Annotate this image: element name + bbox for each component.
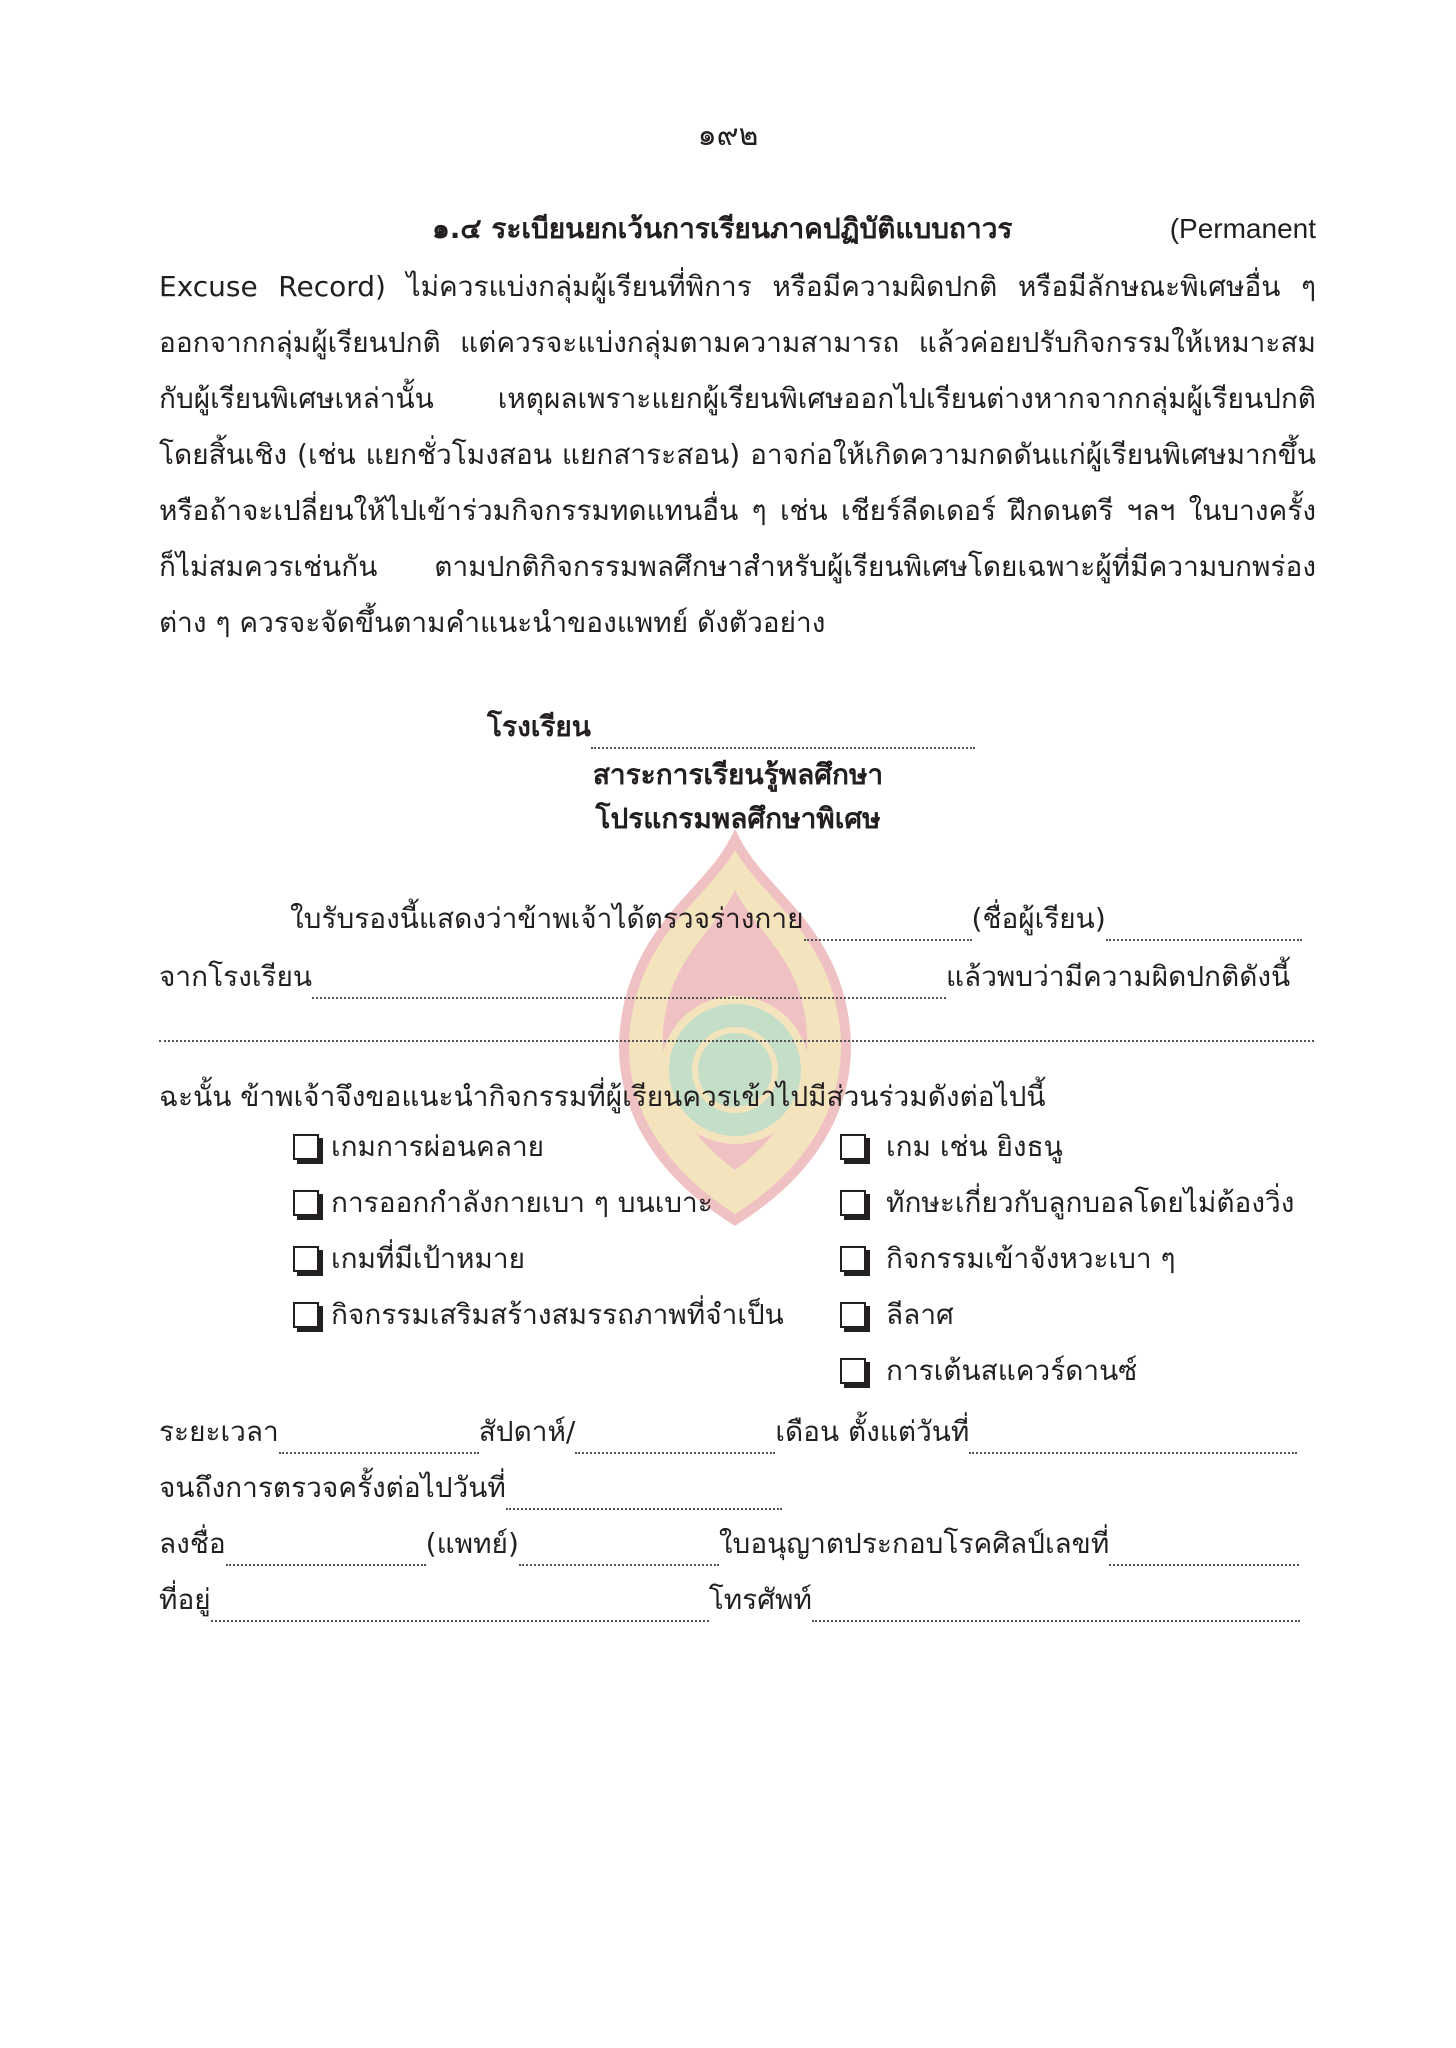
- next-exam-row: [159, 1466, 782, 1510]
- month-label: เดือน ตั้งแต่วันที่: [775, 1415, 970, 1448]
- form-title-2: โปรแกรมพลศึกษาพิเศษ: [595, 802, 881, 835]
- checkbox-icon[interactable]: [293, 1134, 319, 1160]
- phone-field[interactable]: [812, 1590, 1300, 1622]
- form-title-1: สาระการเรียนรู้พลศึกษา: [592, 758, 884, 791]
- next-exam-label: จนถึงการตรวจครั้งต่อไปวันที่: [159, 1471, 506, 1504]
- duration-row: [159, 1410, 1297, 1454]
- section-heading: [432, 200, 1012, 257]
- paragraph-line-3: กับผู้เรียนพิเศษเหล่านั้น เหตุผลเพราะแยกผู้เรียนพิเศษออกไปเรียนต่างหากจากกลุ่มผู้เรียนปกติ: [159, 382, 1316, 415]
- duration-label: ระยะเวลา: [159, 1415, 279, 1448]
- certificate-row: [290, 897, 1302, 941]
- paragraph-line-7: ต่าง ๆ ควรจะจัดขึ้นตามคำแนะนำของแพทย์ ดังตัวอย่าง: [159, 606, 826, 639]
- activity-checkbox-left-2[interactable]: การออกกำลังกายเบา ๆ บนเบาะ: [293, 1181, 713, 1225]
- paragraph-line-5: หรือถ้าจะเปลี่ยนให้ไปเข้าร่วมกิจกรรมทดแทนอื่น ๆ เช่น เชียร์ลีดเดอร์ ฝึกดนตรี ฯลฯ ในบางครั้ง: [159, 494, 1316, 527]
- sign-label: ลงชื่อ: [159, 1527, 226, 1560]
- start-date-field[interactable]: [969, 1422, 1297, 1454]
- paragraph-line-4: โดยสิ้นเชิง (เช่น แยกชั่วโมงสอน แยกสาระสอน) อาจก่อให้เกิดความกดดันแก่ผู้เรียนพิเศษมากขึ้น: [159, 438, 1316, 471]
- week-label: สัปดาห์/: [478, 1415, 576, 1448]
- paragraph-line-6: ก็ไม่สมควรเช่นกัน ตามปกติกิจกรรมพลศึกษาสำหรับผู้เรียนพิเศษโดยเฉพาะผู้ที่มีความบกพร่อง: [159, 550, 1316, 583]
- school-label: โรงเรียน: [487, 710, 591, 743]
- checkbox-icon[interactable]: [840, 1358, 866, 1384]
- section-heading-thai: ๑.๔ ระเบียนยกเว้นการเรียนภาคปฏิบัติแบบถาวร: [432, 212, 1013, 245]
- doctor-label: (แพทย์): [425, 1527, 519, 1560]
- week-field[interactable]: [575, 1422, 775, 1454]
- checkbox-icon[interactable]: [840, 1246, 866, 1272]
- activity-checkbox-left-4[interactable]: กิจกรรมเสริมสร้างสมรรถภาพที่จำเป็น: [293, 1293, 784, 1337]
- school-field[interactable]: [591, 717, 975, 749]
- exam-field[interactable]: [804, 909, 972, 941]
- address-field[interactable]: [211, 1590, 709, 1622]
- abnormality-row: [159, 1010, 1314, 1042]
- checkbox-icon[interactable]: [840, 1190, 866, 1216]
- checkbox-icon[interactable]: [840, 1134, 866, 1160]
- checkbox-icon[interactable]: [293, 1302, 319, 1328]
- activity-checkbox-right-1[interactable]: เกม เช่น ยิงธนู: [840, 1125, 1063, 1169]
- next-exam-field[interactable]: [506, 1478, 782, 1510]
- signature-row: [159, 1522, 1299, 1566]
- abnormality-field[interactable]: [159, 1010, 1314, 1042]
- license-label: ใบอนุญาตประกอบโรคศิลป์เลขที่: [718, 1527, 1110, 1560]
- activity-checkbox-right-5[interactable]: การเต้นสแควร์ดานซ์: [840, 1349, 1137, 1393]
- activity-checkbox-right-2[interactable]: ทักษะเกี่ยวกับลูกบอลโดยไม่ต้องวิ่ง: [840, 1181, 1294, 1225]
- doctor-name-field[interactable]: [519, 1534, 719, 1566]
- from-school-row: [159, 955, 1290, 999]
- student-name-label: (ชื่อผู้เรียน): [971, 902, 1106, 935]
- from-school-field[interactable]: [312, 967, 946, 999]
- page-number: ๑๙๒: [697, 118, 759, 153]
- abnormality-label: แล้วพบว่ามีความผิดปกติดังนี้: [946, 960, 1291, 993]
- activity-checkbox-left-3[interactable]: เกมที่มีเป้าหมาย: [293, 1237, 525, 1281]
- student-name-field[interactable]: [1106, 909, 1302, 941]
- phone-label: โทรศัพท์: [708, 1583, 812, 1616]
- school-row: [487, 705, 975, 749]
- activity-checkbox-right-3[interactable]: กิจกรรมเข้าจังหวะเบา ๆ: [840, 1237, 1176, 1281]
- activity-checkbox-right-4[interactable]: ลีลาศ: [840, 1293, 954, 1337]
- checkbox-icon[interactable]: [293, 1190, 319, 1216]
- duration-field[interactable]: [279, 1422, 479, 1454]
- checkbox-icon[interactable]: [293, 1246, 319, 1272]
- license-field[interactable]: [1109, 1534, 1299, 1566]
- address-label: ที่อยู่: [159, 1583, 211, 1616]
- signature-field[interactable]: [226, 1534, 426, 1566]
- recommend-text: ฉะนั้น ข้าพเจ้าจึงขอแนะนำกิจกรรมที่ผู้เรียนควรเข้าไปมีส่วนร่วมดังต่อไปนี้: [159, 1080, 1046, 1113]
- activity-checkbox-left-1[interactable]: เกมการผ่อนคลาย: [293, 1125, 544, 1169]
- checkbox-icon[interactable]: [840, 1302, 866, 1328]
- from-school-label: จากโรงเรียน: [159, 960, 312, 993]
- section-heading-english: (Permanent: [1169, 213, 1316, 244]
- paragraph-line-1: Excuse Record) ไม่ควรแบ่งกลุ่มผู้เรียนที่พิการ หรือมีความผิดปกติ หรือมีลักษณะพิเศษอื่น ๆ: [159, 270, 1316, 303]
- certificate-text: ใบรับรองนี้แสดงว่าข้าพเจ้าได้ตรวจร่างกาย: [290, 902, 804, 935]
- address-row: [159, 1578, 1300, 1622]
- paragraph-line-2: ออกจากกลุ่มผู้เรียนปกติ แต่ควรจะแบ่งกลุ่มตามความสามารถ แล้วค่อยปรับกิจกรรมให้เหมาะสม: [159, 326, 1316, 359]
